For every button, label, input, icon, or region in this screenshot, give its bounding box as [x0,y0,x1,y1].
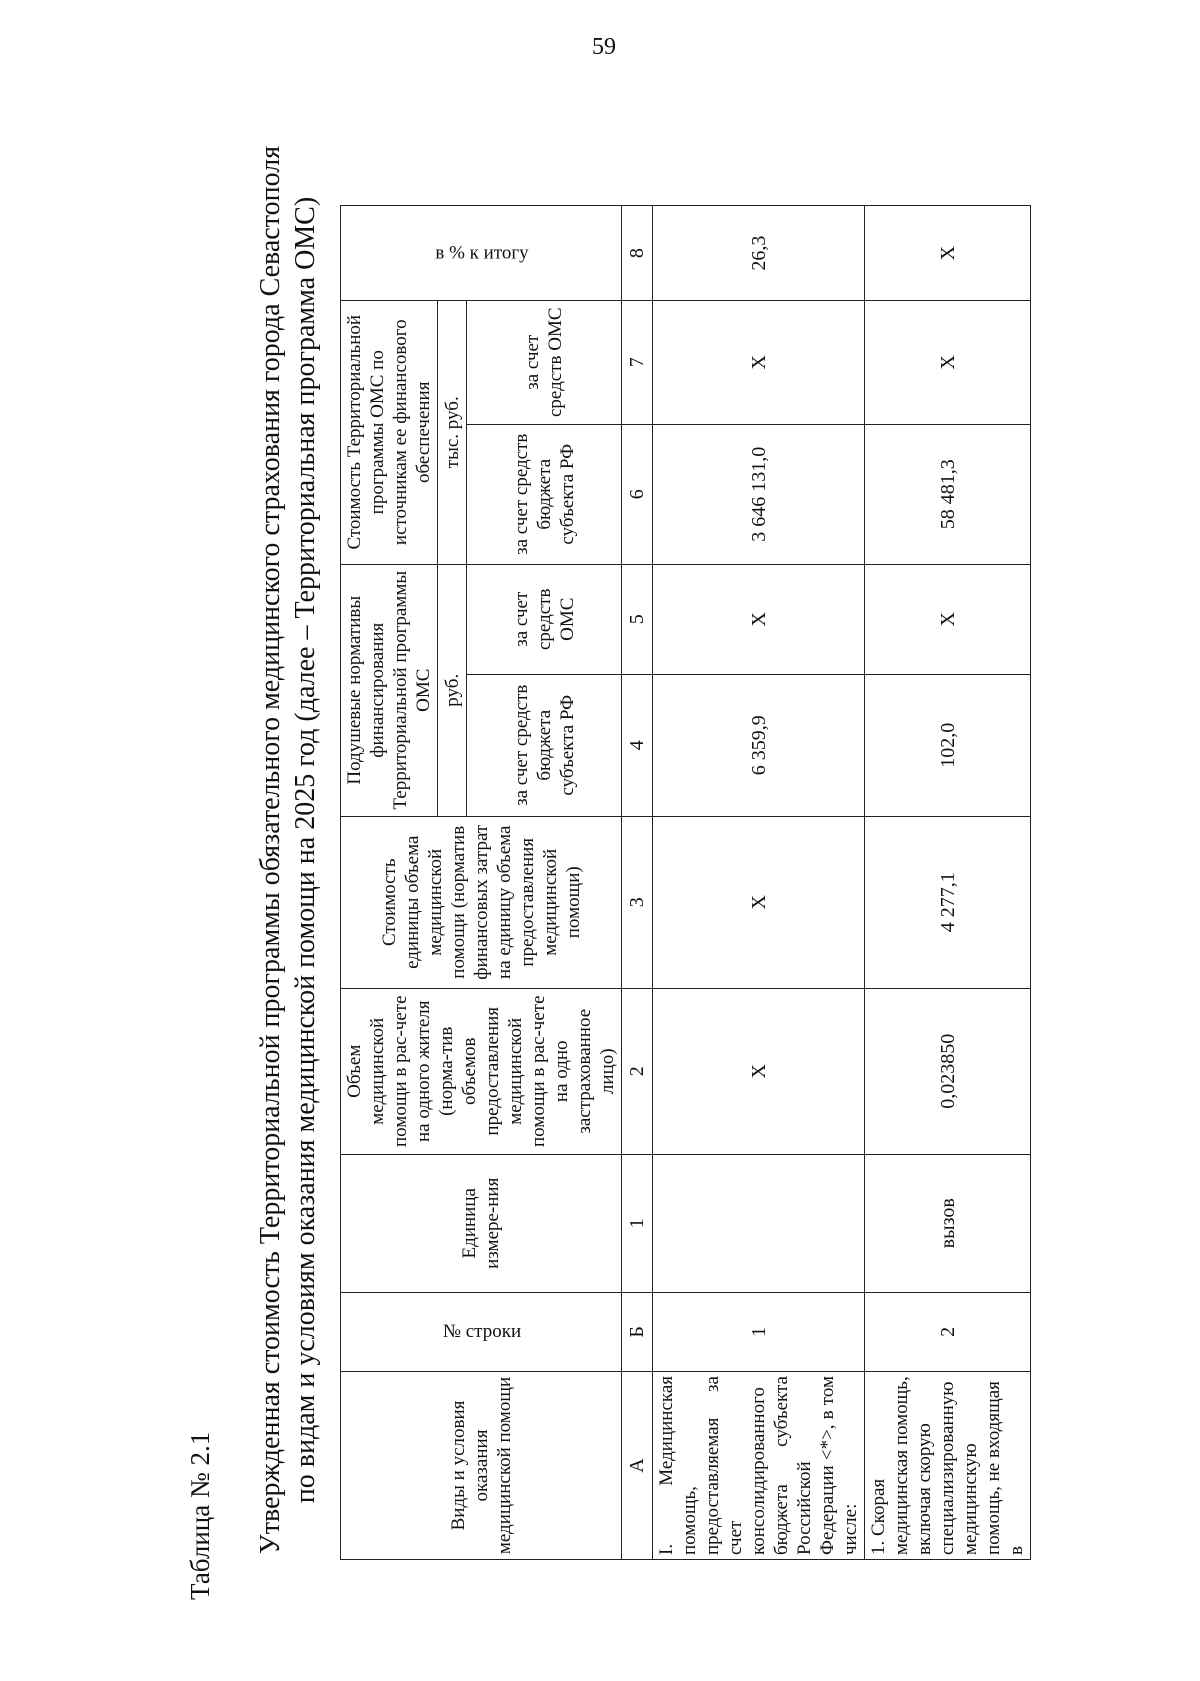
row-number: 2 [865,1292,1031,1371]
row-per-capita-oms: X [653,564,865,674]
row-unit [653,1154,865,1292]
column-number: 7 [622,300,653,424]
header-oms-cost: за счет средств ОМС [467,300,622,424]
header-types: Виды и условия оказания медицинской помощи [341,1372,622,1560]
row-cost-budget: 58 481,3 [865,424,1031,564]
header-percent [341,206,622,300]
title-line-2: по видам и условиям оказания медицинской помощи на 2025 год (далее – Территориальная программа ОМС) [290,196,321,1504]
cost-table [340,205,1031,1560]
header-unit: Единица измере-ния [341,1154,622,1292]
header-per-capita: Подушевые нормативы финансирования Территориальной программы ОМС [341,564,438,816]
header-cost-unit: тыс. руб. [438,300,467,564]
table-label: Таблица № 2.1 [185,1431,215,1600]
header-budget-per-capita: за счет средств бюджета субъекта РФ [467,674,622,816]
column-number: 2 [622,988,653,1154]
row-percent: X [865,206,1031,300]
table-container [340,205,1031,1560]
column-number: 3 [622,816,653,988]
row-cost-oms: X [865,300,1031,424]
row-volume: 0,023850 [865,988,1031,1154]
column-number-row [622,206,653,1560]
column-number: Б [622,1292,653,1371]
rotated-page-content [185,100,1200,1600]
column-number: 4 [622,674,653,816]
row-volume: X [653,988,865,1154]
header-budget-cost: за счет средств бюджета субъекта РФ [467,424,622,564]
row-per-capita-budget: 102,0 [865,674,1031,816]
row-cost-oms: X [653,300,865,424]
header-oms-per-capita: за счет средств ОМС [467,564,622,674]
row-unit-cost: X [653,816,865,988]
row-percent: 26,3 [653,206,865,300]
header-unit-cost: Стоимость единицы объема медицинской помощи (норматив финансовых затрат на единицу объема предоставления медицинской помощи) [341,816,622,988]
table-title [253,100,323,1600]
row-unit: вызов [865,1154,1031,1292]
row-per-capita-budget: 6 359,9 [653,674,865,816]
table-row [653,206,865,1560]
header-row-no [341,1292,622,1371]
table-row [865,206,1031,1560]
column-number: 6 [622,424,653,564]
row-unit-cost: 4 277,1 [865,816,1031,988]
header-percent-text: в % к итогу [434,242,529,264]
row-name: 1. Скорая медицинская помощь, включая скорую специализированную медицинскую помощь, не входящая в [865,1372,1031,1560]
column-number: 8 [622,206,653,300]
header-volume: Объем медицинской помощи в рас-чете на одного жителя (норма-тив объемов предоставления медицинской помощи в рас-чете на одно застрахованное лицо) [341,988,622,1154]
row-cost-budget: 3 646 131,0 [653,424,865,564]
row-number: 1 [653,1292,865,1371]
header-row-no-text: № строки [442,1320,521,1342]
header-per-capita-unit: руб. [438,564,467,816]
column-number: 1 [622,1154,653,1292]
column-number: 5 [622,564,653,674]
page-number: 59 [592,34,616,60]
row-per-capita-oms: X [865,564,1031,674]
column-number: А [622,1372,653,1560]
row-name: I. Медицинская помощь, предоставляемая за счет консолидированного бюджета субъекта Российской Федерации <*>, в том числе: [653,1372,865,1560]
title-line-1: Утвержденная стоимость Территориальной программы обязательного медицинского страхования города Севастополя [255,145,286,1555]
header-cost: Стоимость Территориальной программы ОМС по источникам ее финансового обеспечения [341,300,438,564]
